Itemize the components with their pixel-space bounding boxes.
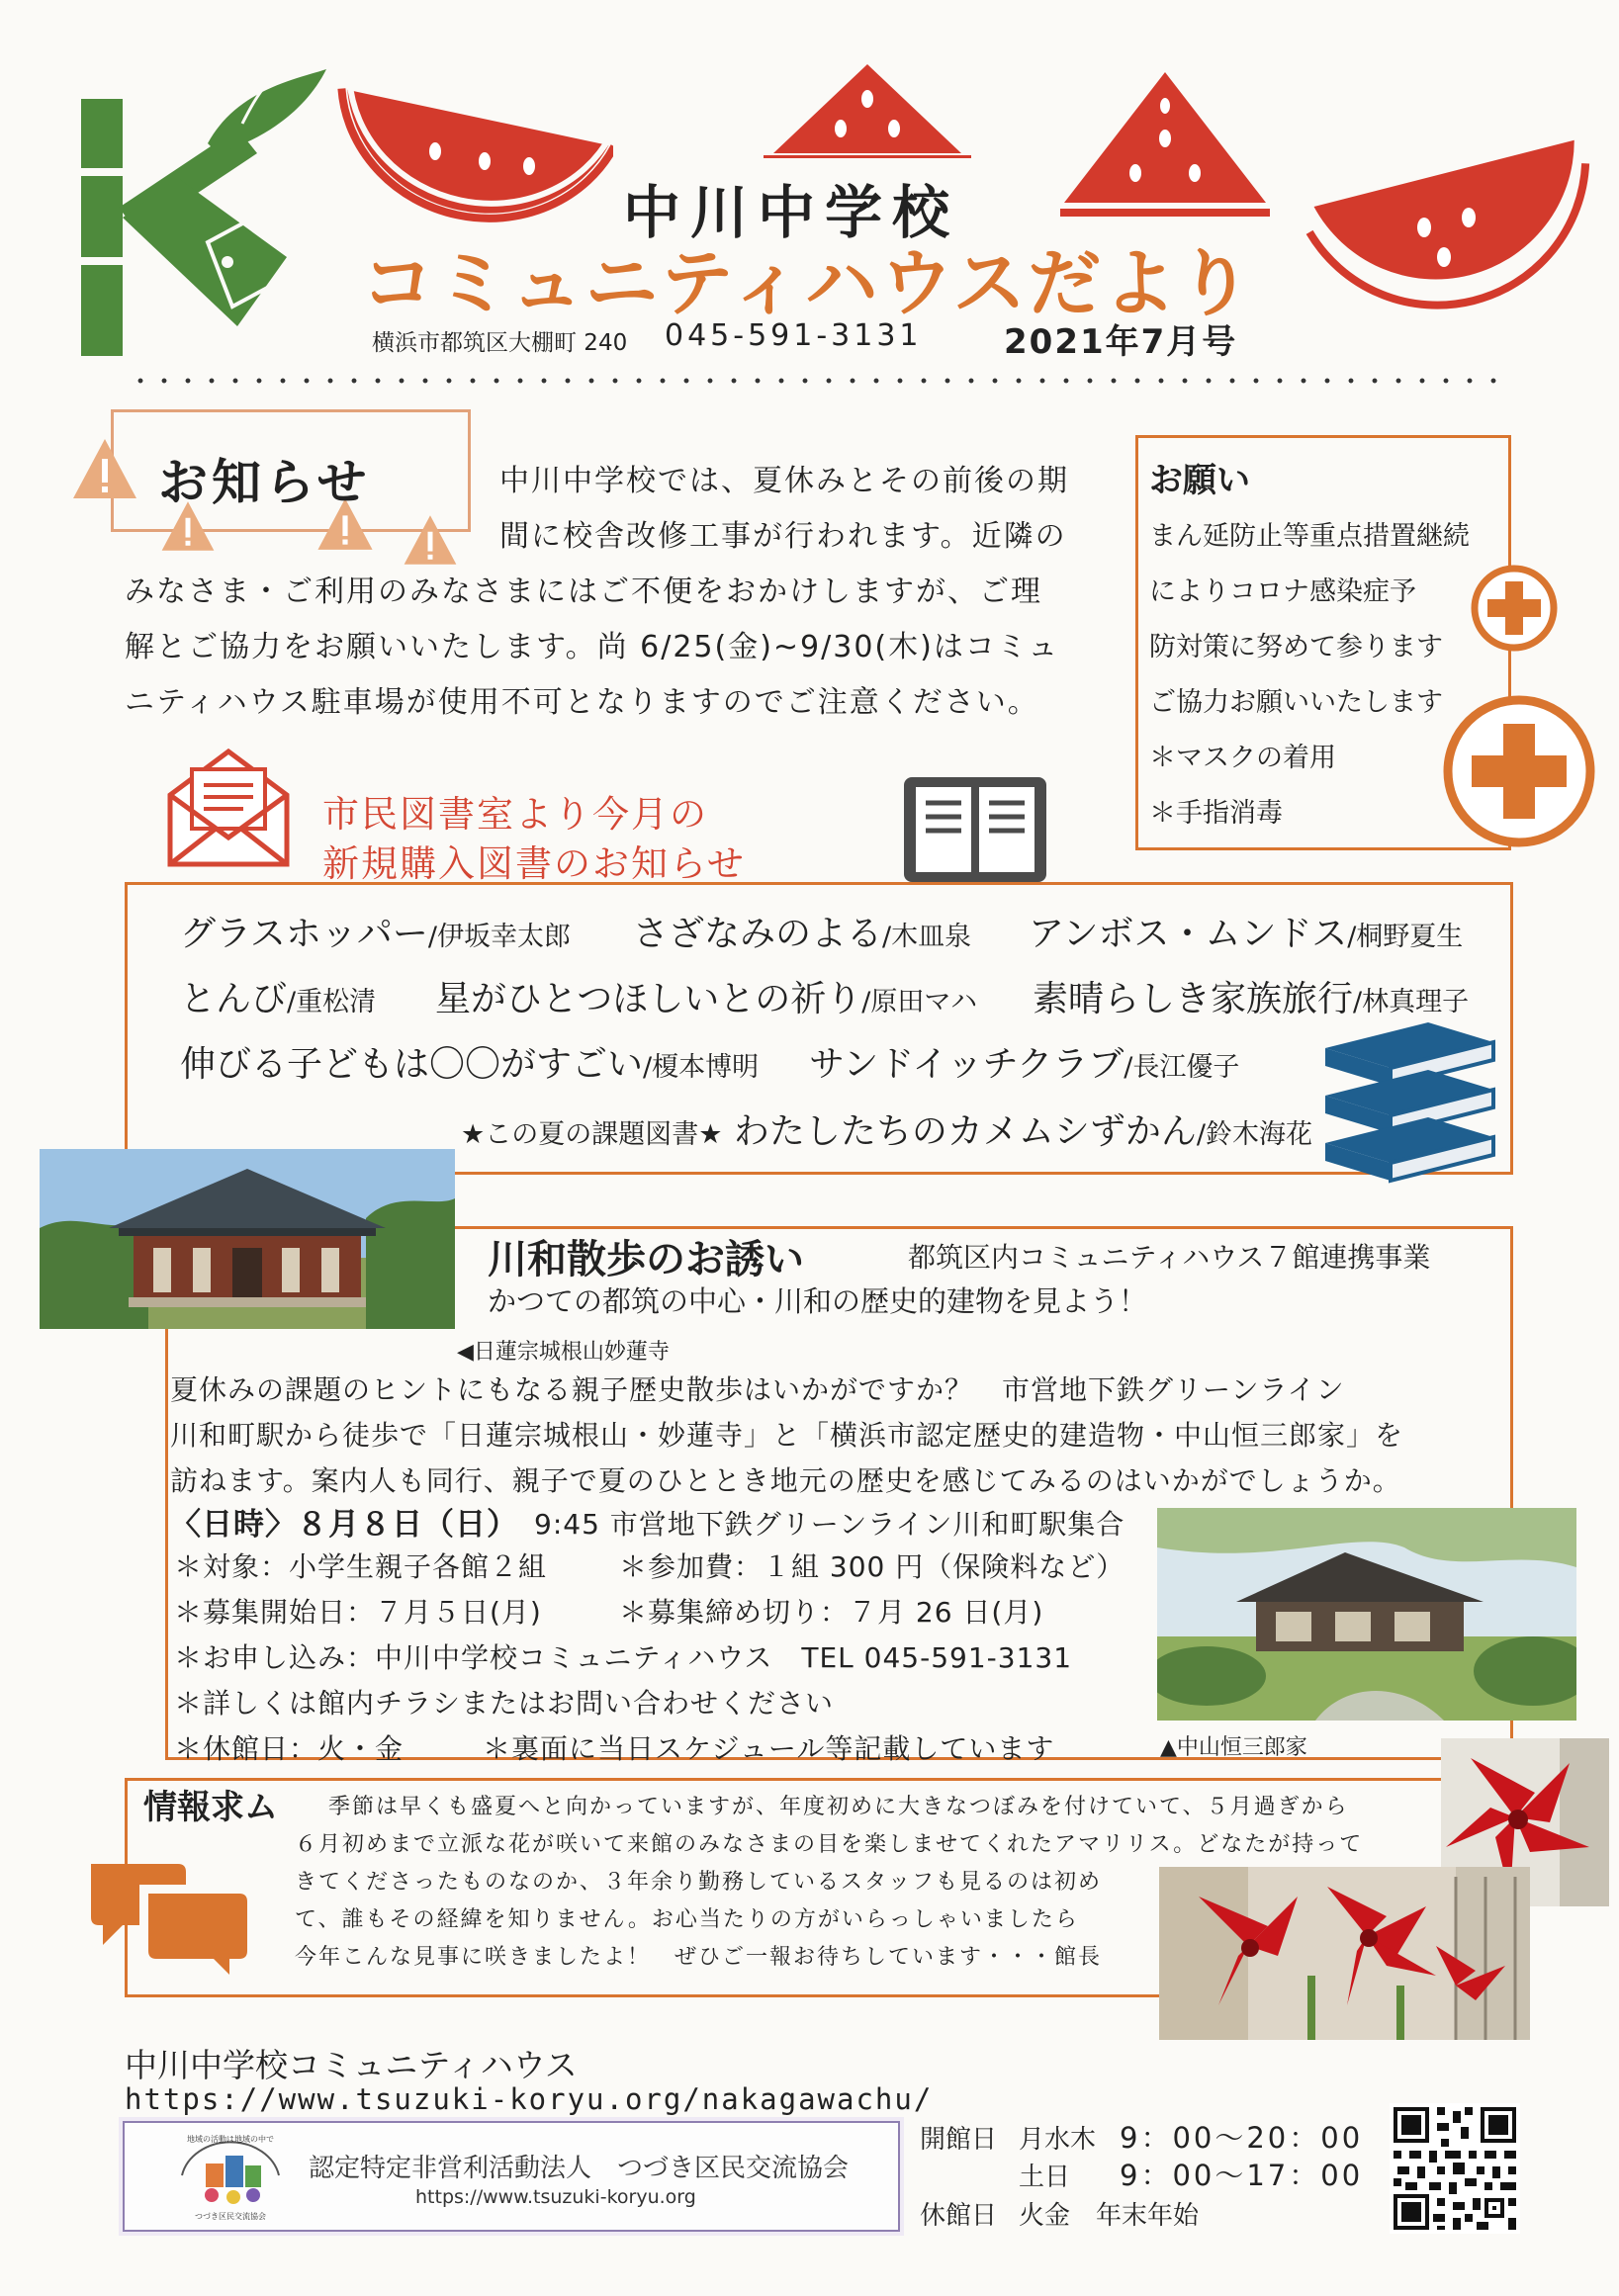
library-title-line1: 市民図書室より今月の: [322, 793, 708, 836]
dotted-divider: [129, 378, 1513, 384]
temple-caption: ◀日蓮宗城根山妙蓮寺: [457, 1340, 670, 1365]
book-title: アンボス・ムンドス: [1029, 914, 1348, 954]
notice-line: 間に校舎改修工事が行われます。近隣の: [499, 519, 1067, 554]
logo-arc-text: 地域の活動は地域の中で: [187, 2135, 274, 2144]
watermelon-slice-icon: [764, 59, 971, 158]
watermelon-slice-icon: [326, 77, 613, 245]
info-heading: 情報求ム: [143, 1788, 278, 1827]
walk-intro-line: 川和町駅から徒歩で「日蓮宗城根山・妙蓮寺」と「横浜市認定歴史的建造物・中山恒三郎家」を: [170, 1419, 1404, 1452]
closed-days: 火金 年末年始: [1019, 2201, 1200, 2231]
house-caption: ▲中山恒三郎家: [1160, 1735, 1307, 1760]
closed-days-label: 休館日: [920, 2201, 998, 2231]
book-title: 素晴らしき家族旅行: [1033, 979, 1354, 1019]
qr-code-icon[interactable]: [1390, 2103, 1520, 2234]
book-author: /榎本博明: [643, 1052, 760, 1083]
book-title: 星がひとつほしいとの祈り: [435, 979, 862, 1019]
info-line: 季節は早くも盛夏へと向かっていますが、年度初めに大きなつぼみを付けていて、５月過ぎから: [328, 1795, 1349, 1819]
walk-intro-line: 夏休みの課題のヒントにもなる親子歴史散歩はいかがですか？ 市営地下鉄グリーンライン: [170, 1373, 1345, 1406]
house-photo: [1157, 1508, 1576, 1721]
notice-heading: お知らせ: [158, 454, 371, 511]
book-author: /桐野夏生: [1347, 922, 1464, 952]
info-line: ６月初めまで立派な花が咲いて来館のみなさまの目を楽しませてくれたアマリリス。どなたが持って: [295, 1832, 1364, 1857]
phone-number: 045-591-3131: [665, 318, 923, 353]
logo-footer-text: つづき区民交流協会: [195, 2212, 266, 2221]
walk-deadline: ＊募集締め切り：７月 26 日(月): [619, 1596, 1044, 1629]
info-line: きてくださったものなのか、３年余り勤務しているスタッフも見るのは初め: [295, 1870, 1103, 1895]
walk-back-note: ＊裏面に当日スケジュール等記載しています: [483, 1732, 1055, 1765]
amaryllis-photo-bottom: [1159, 1867, 1530, 2040]
book-title: サンドイッチクラブ: [809, 1044, 1124, 1085]
organization-logo: [172, 2126, 289, 2227]
walk-date-label: 〈日時〉８月８日（日）: [170, 1507, 518, 1543]
watermelon-slice-icon: [1056, 64, 1274, 222]
walk-details: ＊詳しくは館内チラシまたはお問い合わせください: [174, 1687, 835, 1720]
open-days-label: 開館日: [920, 2125, 998, 2155]
open-days-weekday: 月水木: [1019, 2125, 1097, 2155]
speech-bubbles-icon: [83, 1854, 261, 1985]
open-hours-weekend: 9：00～17：00: [1120, 2159, 1364, 2192]
organization-url[interactable]: https://www.tsuzuki-koryu.org: [415, 2186, 696, 2208]
envelope-letter-icon: [164, 744, 293, 870]
newsletter-title: コミュニティハウスだより: [361, 241, 1254, 326]
notice-line: 中川中学校では、夏休みとその前後の期: [499, 464, 1069, 498]
request-line: 防対策に努めて参ります: [1149, 632, 1443, 662]
bamboo-tanabata-icon: [59, 59, 346, 366]
book-title: とんび: [180, 979, 288, 1019]
walk-subtitle: 都筑区内コミュニティハウス７館連携事業: [908, 1241, 1431, 1274]
info-line: 今年こんな見事に咲きましたよ！ ぜひご一報お待ちしています・・・館長: [295, 1945, 1103, 1970]
book-title: 伸びる子どもは〇〇がすごい: [180, 1044, 644, 1085]
open-days-weekend: 土日: [1019, 2163, 1071, 2192]
walk-date-detail: 9:45 市営地下鉄グリーンライン川和町駅集合: [534, 1508, 1125, 1541]
summer-book-title: わたしたちのカメムシずかん: [733, 1111, 1197, 1152]
request-line: ＊手指消毒: [1149, 798, 1283, 829]
book-author: /長江優子: [1124, 1052, 1240, 1083]
book-author: /原田マハ: [861, 987, 978, 1017]
request-line: ＊マスクの着用: [1149, 743, 1336, 773]
notice-line: 解とご協力をお願いいたします。尚 6/25(金)~9/30(木)はコミュ: [125, 630, 1060, 664]
walk-tagline: かつての都筑の中心・川和の歴史的建物を見よう！: [488, 1284, 1148, 1318]
book-author: /重松清: [287, 987, 377, 1017]
request-heading: お願い: [1149, 461, 1250, 500]
request-line: まん延防止等重点措置継続: [1149, 521, 1470, 552]
walk-closed: ＊休館日：火・金: [174, 1732, 405, 1765]
address: 横浜市都筑区大棚町 240: [372, 330, 628, 356]
footer-url-link[interactable]: https://www.tsuzuki-koryu.org/nakagawachu/: [125, 2082, 934, 2116]
request-line: ご協力お願いいたします: [1149, 687, 1443, 718]
issue-date: 2021年7月号: [1004, 322, 1238, 362]
temple-photo: [40, 1149, 455, 1329]
book-title: さざなみのよる: [633, 914, 883, 954]
footer-facility-name: 中川中学校コミュニティハウス: [125, 2046, 578, 2084]
walk-fee: ＊参加費：１組 300 円（保険料など）: [619, 1550, 1125, 1583]
book-title: グラスホッパー: [180, 914, 428, 954]
walk-heading: 川和散歩のお誘い: [488, 1237, 804, 1282]
walk-apply: ＊お申し込み：中川中学校コミュニティハウス TEL 045-591-3131: [174, 1641, 1073, 1674]
book-author: /伊坂幸太郎: [427, 922, 572, 952]
library-title-line2: 新規購入図書のお知らせ: [322, 842, 746, 885]
info-line: て、誰もその経緯を知りません。お心当たりの方がいらっしゃいましたら: [295, 1907, 1079, 1932]
organization-name: 認定特定非営利活動法人 つづき区民交流協会: [309, 2154, 850, 2183]
warning-icon: [69, 435, 140, 502]
warning-icon: [401, 512, 460, 568]
open-book-icon: [900, 771, 1050, 888]
walk-target: ＊対象：小学生親子各館２組: [174, 1550, 548, 1583]
request-line: によりコロナ感染症予: [1149, 576, 1416, 607]
medical-cross-icon: [1470, 564, 1559, 653]
open-hours-weekday: 9：00～20：00: [1120, 2121, 1364, 2155]
medical-cross-icon: [1440, 692, 1598, 850]
summer-book-label: ★この夏の課題図書★: [461, 1119, 723, 1150]
book-stack-icon: [1319, 1018, 1497, 1187]
summer-book-author: /鈴木海花: [1196, 1119, 1312, 1150]
watermelon-slice-icon: [1305, 109, 1592, 316]
notice-line: ニティハウス駐車場が使用不可となりますのでご注意ください。: [125, 685, 1039, 720]
book-author: /木皿泉: [882, 922, 972, 952]
book-author: /林真理子: [1353, 987, 1470, 1017]
walk-intro-line: 訪ねます。案内人も同行、親子で夏のひととき地元の歴史を感じてみるのはいかがでしょうか。: [170, 1464, 1401, 1497]
walk-start: ＊募集開始日：７月５日(月): [174, 1596, 542, 1629]
school-name: 中川中学校: [623, 179, 960, 246]
notice-line: みなさま・ご利用のみなさまにはご不便をおかけしますが、ご理: [125, 574, 1042, 609]
